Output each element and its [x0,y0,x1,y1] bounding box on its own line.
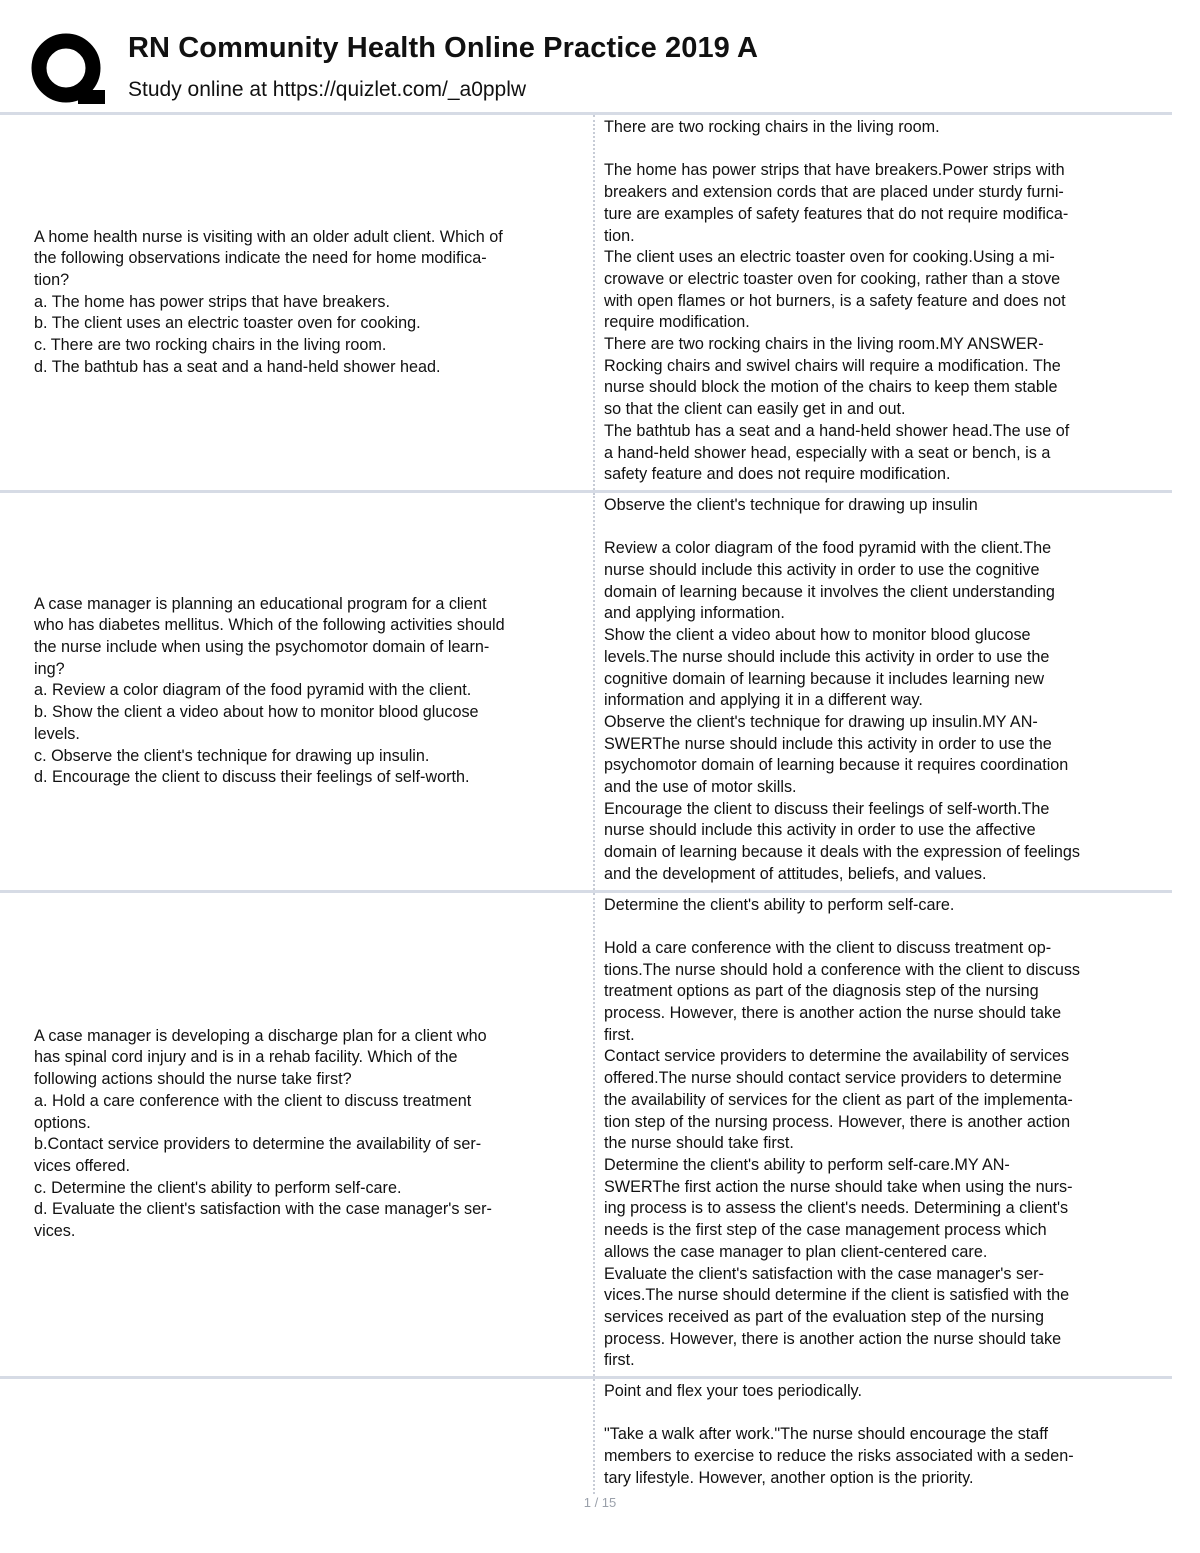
flashcard-definition [595,893,1170,1376]
term-line: c. There are two rocking chairs in the living room. [34,336,387,355]
correct-answer: Point and flex your toes periodically. [604,1382,862,1401]
definition-line: domain of learning because it deals with the expression of feelings [604,843,1081,862]
definition-line: Show the client a video about how to monitor blood glucose [604,626,1031,645]
flashcard-row [0,890,1172,1376]
definition-line: domain of learning because it involves the client understanding [604,582,1055,601]
term-line: the following observations indicate the need for home modifica- [34,249,487,268]
definition-line: and the development of attitudes, beliefs, and values. [604,864,987,883]
definition-line: cognitive domain of learning because it includes learning new [604,669,1045,688]
quizlet-q-logo-icon [30,32,106,108]
definition-line: and the use of motor skills. [604,778,797,797]
correct-answer: Observe the client's technique for drawing up insulin [604,495,978,514]
flashcard-row [0,112,1172,490]
correct-answer: There are two rocking chairs in the living room. [604,118,940,136]
definition-line: offered.The nurse should contact service providers to determine [604,1069,1062,1088]
flashcard-definition [595,1379,1170,1494]
term-line: tion? [34,270,70,289]
term-line: levels. [34,724,80,743]
definition-line: tions.The nurse should hold a conference with the client to discuss [604,960,1081,979]
definition-line: with open flames or hot burners, is a safety feature and does not [604,291,1066,310]
definition-line: "Take a walk after work."The nurse should encourage the staff [604,1425,1049,1444]
term-line: the nurse include when using the psychomotor domain of learn- [34,638,490,656]
definition-line: breakers and extension cords that are placed under sturdy furni- [604,183,1064,202]
definition-line: first. [604,1025,635,1044]
term-line: A case manager is developing a discharge plan for a client who [34,1026,487,1045]
term-line: d. The bathtub has a seat and a hand-held shower head. [34,357,441,376]
term-text [34,594,505,789]
definition-line: Review a color diagram of the food pyramid with the client.The [604,539,1052,558]
term-line: A home health nurse is visiting with an older adult client. Which of [34,227,503,246]
definition-line: Encourage the client to discuss their feelings of self-worth.The [604,799,1050,818]
page-indicator: 1 / 15 [583,1495,617,1510]
definition-line: There are two rocking chairs in the living room.MY ANSWER- [604,335,1044,354]
definition-line: Observe the client's technique for drawing up insulin.MY AN- [604,712,1038,731]
definition-line: levels.The nurse should include this activity in order to use the [604,647,1050,666]
term-text [34,227,503,379]
flashcard-definition [595,493,1170,890]
definition-line: process. However, there is another action the nurse should take [604,1004,1062,1023]
definition-line: crowave or electric toaster oven for cooking, rather than a stove [604,269,1061,288]
term-line: following actions should the nurse take first? [34,1070,352,1089]
term-line: a. The home has power strips that have breakers. [34,292,391,311]
term-line: who has diabetes mellitus. Which of the following activities should [34,616,505,635]
flashcard-definition [595,115,1170,490]
definition-line: vices.The nurse should determine if the client is satisfied with the [604,1286,1070,1305]
flashcard-term [0,1379,561,1494]
definition-line: tary lifestyle. However, another option is the priority. [604,1468,974,1487]
term-line: ing? [34,659,65,678]
term-line: c. Determine the client's ability to perform self-care. [34,1178,402,1197]
term-line: c. Observe the client's technique for drawing up insulin. [34,746,430,765]
correct-answer: Determine the client's ability to perform self-care. [604,895,955,914]
definition-line: The home has power strips that have breakers.Power strips with [604,161,1065,180]
definition-line: SWERThe nurse should include this activity in order to use the [604,734,1052,753]
term-line: options. [34,1113,91,1132]
definition-line: nurse should include this activity in order to use the affective [604,821,1036,840]
term-line: d. Encourage the client to discuss their feelings of self-worth. [34,768,470,787]
definition-line: require modification. [604,313,750,332]
flashcard-row [0,490,1172,890]
definition-line: and applying information. [604,604,785,623]
definition-line: allows the case manager to plan client-centered care. [604,1242,988,1261]
page-title: RN Community Health Online Practice 2019 A [128,32,759,64]
spacer [604,916,1170,938]
term-line: a. Hold a care conference with the client to discuss treatment [34,1091,472,1110]
term-text [34,1026,492,1243]
definition-line: Determine the client's ability to perform self-care.MY AN- [604,1156,1010,1174]
definition-line: safety feature and does not require modification. [604,465,951,484]
flashcard-term [0,493,561,890]
definition-line: treatment options as part of the diagnosis step of the nursing [604,982,1039,1001]
definition-line: tion step of the nursing process. However, there is another action [604,1112,1071,1131]
definition-line: so that the client can easily get in and out. [604,400,906,419]
definition-line: the nurse should take first. [604,1134,794,1153]
spacer [604,517,1170,539]
flashcard-term [0,115,561,490]
term-line: has spinal cord injury and is in a rehab facility. Which of the [34,1048,458,1067]
flashcard-row [0,1376,1172,1494]
flashcard-term [0,893,561,1376]
term-line: a. Review a color diagram of the food pyramid with the client. [34,681,472,700]
definition-line: psychomotor domain of learning because it requires coordination [604,756,1069,775]
definition-line: the availability of services for the client as part of the implementa- [604,1090,1073,1109]
definition-line: a hand-held shower head, especially with a seat or bench, is a [604,443,1051,462]
definition-line: nurse should block the motion of the chairs to keep them stable [604,378,1058,397]
term-line: vices. [34,1222,76,1241]
definition-line: The client uses an electric toaster oven for cooking.Using a mi- [604,248,1055,267]
definition-line: information and applying it in a different way. [604,691,923,710]
definition-line: tion. [604,226,635,245]
term-line: b.Contact service providers to determine the availability of ser- [34,1135,482,1154]
definition-line: members to exercise to reduce the risks associated with a seden- [604,1447,1074,1466]
definition-line: nurse should include this activity in order to use the cognitive [604,561,1040,580]
definition-line: ture are examples of safety features that do not require modifica- [604,204,1069,223]
definition-line: Rocking chairs and swivel chairs will require a modification. The [604,356,1061,375]
definition-line: Evaluate the client's satisfaction with the case manager's ser- [604,1264,1044,1283]
study-online-link[interactable]: Study online at https://quizlet.com/_a0pplw [128,78,527,101]
page-header [28,28,1178,112]
definition-line: ing process is to assess the client's needs. Determining a client's [604,1199,1069,1218]
term-line: A case manager is planning an educational program for a client [34,594,487,613]
definition-line: The bathtub has a seat and a hand-held shower head.The use of [604,421,1070,440]
term-line: b. Show the client a video about how to monitor blood glucose [34,703,479,722]
term-line: vices offered. [34,1157,130,1175]
spacer [604,139,1170,161]
flashcard-list [0,112,1172,1494]
definition-line: Hold a care conference with the client to discuss treatment op- [604,938,1052,957]
definition-line: SWERThe first action the nurse should take when using the nurs- [604,1177,1073,1196]
definition-line: services received as part of the evaluation step of the nursing [604,1307,1045,1326]
definition-line: Contact service providers to determine the availability of services [604,1047,1070,1066]
definition-line: process. However, there is another action the nurse should take [604,1329,1062,1348]
term-line: d. Evaluate the client's satisfaction with the case manager's ser- [34,1200,492,1219]
definition-line: first. [604,1351,635,1370]
definition-line: needs is the first step of the case management process which [604,1221,1047,1240]
spacer [604,1403,1170,1425]
term-line: b. The client uses an electric toaster oven for cooking. [34,314,421,333]
